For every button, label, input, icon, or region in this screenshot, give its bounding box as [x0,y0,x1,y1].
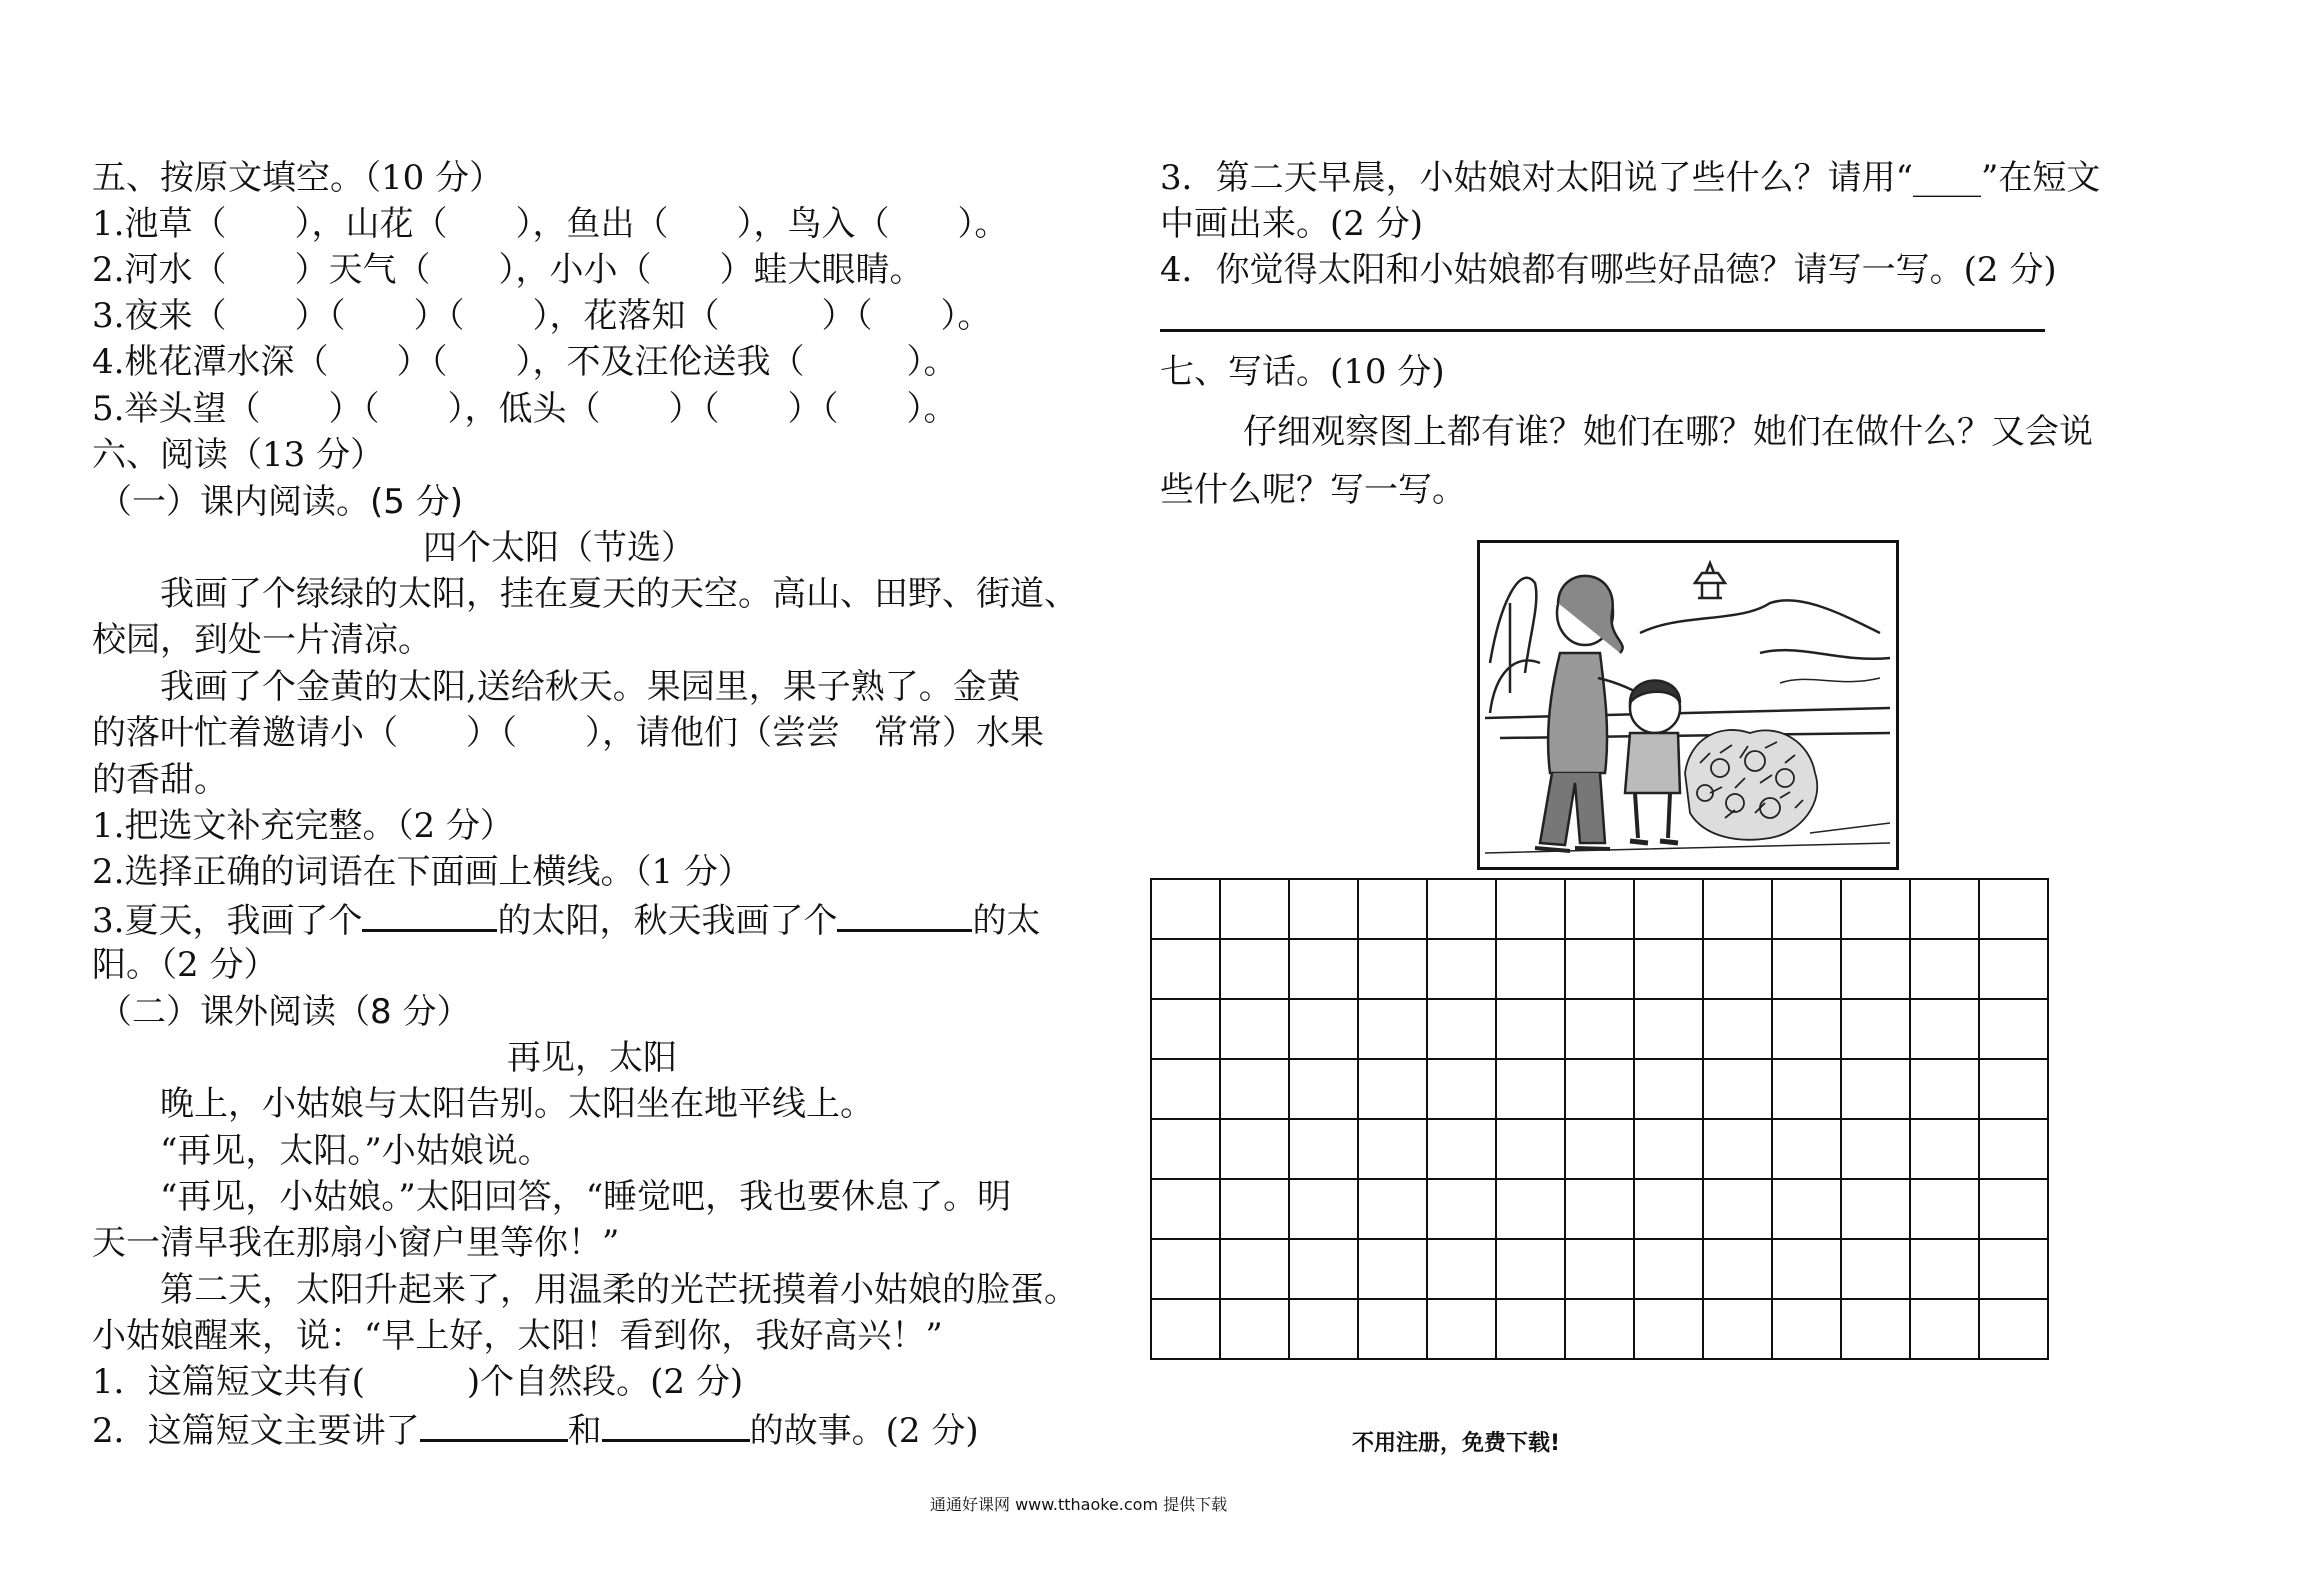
passage2-line-2: “再见，太阳。”小姑娘说。 [160,1131,552,1171]
grid-cell[interactable] [1565,939,1634,999]
grid-cell[interactable] [1220,999,1289,1059]
passage1-question-1: 1.把选文补充完整。（2 分） [92,806,514,846]
grid-cell[interactable] [1358,1179,1427,1239]
grid-cell[interactable] [1634,1059,1703,1119]
grid-cell[interactable] [1220,1059,1289,1119]
grid-cell[interactable] [1358,1299,1427,1359]
passage1-line-5: 的香甜。 [92,760,228,800]
s5-question-4: 4.桃花潭水深（ ）（ ），不及汪伦送我（ ）。 [92,342,958,382]
grid-row [1151,1299,2048,1359]
grid-cell[interactable] [1427,1059,1496,1119]
grid-cell[interactable] [1841,879,1910,939]
writing-grid [1150,878,2049,1360]
passage2-line-1: 晚上，小姑娘与太阳告别。太阳坐在地平线上。 [160,1084,874,1124]
p2q2-text-b: 和 [567,1411,602,1451]
grid-row [1151,1179,2048,1239]
passage1-question-3 [92,899,1040,941]
grid-cell[interactable] [1841,1239,1910,1299]
writing-prompt-line-1: 仔细观察图上都有谁？她们在哪？她们在做什么？又会说 [1243,412,2093,452]
grid-cell[interactable] [1703,1179,1772,1239]
grid-cell[interactable] [1358,939,1427,999]
section5-heading: 五、按原文填空。（10 分） [92,158,504,198]
grid-cell[interactable] [1772,1299,1841,1359]
grid-cell[interactable] [1565,1179,1634,1239]
section7-heading: 七、写话。(10 分) [1160,352,1445,392]
grid-cell[interactable] [1772,939,1841,999]
grid-cell[interactable] [1634,879,1703,939]
grid-cell[interactable] [1772,879,1841,939]
grid-cell[interactable] [1979,1179,2048,1239]
grid-cell[interactable] [1910,1059,1979,1119]
grid-cell[interactable] [1565,1299,1634,1359]
grid-cell[interactable] [1151,1239,1220,1299]
grid-cell[interactable] [1772,1239,1841,1299]
r-question-3-line-2: 中画出来。(2 分) [1160,204,1423,244]
subsection-in-class-reading: （一）课内阅读。(5 分) [98,482,463,522]
grid-cell[interactable] [1427,1239,1496,1299]
grid-cell[interactable] [1634,1239,1703,1299]
grid-cell[interactable] [1634,1119,1703,1179]
grid-cell[interactable] [1772,1119,1841,1179]
passage2-line-4: 天一清早我在那扇小窗户里等你！” [92,1223,620,1263]
grid-cell[interactable] [1496,1299,1565,1359]
passage1-line-3: 我画了个金黄的太阳,送给秋天。果园里，果子熟了。金黄 [160,667,1021,707]
grid-cell[interactable] [1496,1119,1565,1179]
mother-daughter-chrysanthemum-illustration [1477,540,1899,870]
passage2-line-5: 第二天，太阳升起来了，用温柔的光芒抚摸着小姑娘的脸蛋。 [160,1270,1078,1310]
grid-row [1151,939,2048,999]
grid-cell[interactable] [1289,1179,1358,1239]
grid-cell[interactable] [1979,1059,2048,1119]
writing-prompt-line-2: 些什么呢？写一写。 [1160,470,1466,510]
r-question-4: 4．你觉得太阳和小姑娘都有哪些好品德？请写一写。(2 分) [1160,250,2057,290]
grid-cell[interactable] [1427,1119,1496,1179]
grid-cell[interactable] [1565,999,1634,1059]
grid-row [1151,999,2048,1059]
grid-cell[interactable] [1910,879,1979,939]
grid-cell[interactable] [1910,1119,1979,1179]
grid-cell[interactable] [1910,1239,1979,1299]
grid-cell[interactable] [1979,939,2048,999]
grid-cell[interactable] [1634,939,1703,999]
s5-question-2: 2.河水（ ）天气（ ），小小（ ）蛙大眼睛。 [92,250,924,290]
grid-cell[interactable] [1289,1059,1358,1119]
grid-cell[interactable] [1634,999,1703,1059]
grid-cell[interactable] [1565,1119,1634,1179]
grid-row [1151,879,2048,939]
grid-cell[interactable] [1496,1239,1565,1299]
grid-cell[interactable] [1703,1239,1772,1299]
grid-cell[interactable] [1220,939,1289,999]
grid-cell[interactable] [1979,1299,2048,1359]
passage1-line-4: 的落叶忙着邀请小（ ）（ ），请他们（尝尝 常常）水果 [92,713,1044,753]
grid-cell[interactable] [1841,1179,1910,1239]
grid-cell[interactable] [1151,1179,1220,1239]
grid-cell[interactable] [1841,939,1910,999]
grid-cell[interactable] [1841,1299,1910,1359]
p2q2-text-a: 2．这篇短文主要讲了 [92,1411,420,1451]
grid-cell[interactable] [1427,939,1496,999]
grid-cell[interactable] [1772,1059,1841,1119]
s5-question-3: 3.夜来（ ）（ ）（ ），花落知（ ）（ ）。 [92,296,992,336]
grid-cell[interactable] [1151,939,1220,999]
s5-question-1: 1.池草（ ），山花（ ），鱼出（ ），鸟入（ ）。 [92,204,1009,244]
grid-cell[interactable] [1910,939,1979,999]
s5-question-5: 5.举头望（ ）（ ），低头（ ）（ ）（ ）。 [92,389,958,429]
blank-summer-sun[interactable] [362,899,497,932]
passage2-line-6: 小姑娘醒来，说：“早上好，太阳！看到你，我好高兴！” [92,1316,943,1356]
grid-cell[interactable] [1772,999,1841,1059]
grid-cell[interactable] [1565,879,1634,939]
passage2-question-2 [92,1409,979,1451]
grid-cell[interactable] [1703,1059,1772,1119]
r-question-3-line-1: 3．第二天早晨，小姑娘对太阳说了些什么？请用“____”在短文 [1160,158,2101,198]
grid-cell[interactable] [1289,879,1358,939]
grid-cell[interactable] [1358,1119,1427,1179]
grid-cell[interactable] [1703,1119,1772,1179]
grid-row [1151,1059,2048,1119]
subsection-extra-reading: （二）课外阅读（8 分） [98,992,471,1032]
grid-cell[interactable] [1358,879,1427,939]
grid-cell[interactable] [1979,1239,2048,1299]
grid-cell[interactable] [1427,879,1496,939]
passage2-title: 再见，太阳 [507,1038,677,1078]
grid-cell[interactable] [1220,1299,1289,1359]
grid-cell[interactable] [1565,1059,1634,1119]
grid-cell[interactable] [1427,999,1496,1059]
grid-cell[interactable] [1703,939,1772,999]
passage1-line-1: 我画了个绿绿的太阳，挂在夏天的天空。高山、田野、街道、 [160,574,1078,614]
grid-cell[interactable] [1910,1299,1979,1359]
grid-cell[interactable] [1220,1119,1289,1179]
passage2-line-3: “再见，小姑娘。”太阳回答，“睡觉吧，我也要休息了。明 [160,1177,1012,1217]
free-download-note: 不用注册，免费下载! [1352,1431,1561,1456]
grid-cell[interactable] [1841,1119,1910,1179]
grid-cell[interactable] [1703,1299,1772,1359]
passage1-title: 四个太阳（节选） [423,528,695,568]
grid-cell[interactable] [1979,879,2048,939]
grid-cell[interactable] [1496,939,1565,999]
passage2-question-1: 1．这篇短文共有( )个自然段。(2 分) [92,1362,744,1402]
grid-cell[interactable] [1151,1059,1220,1119]
grid-cell[interactable] [1910,999,1979,1059]
grid-cell[interactable] [1496,1059,1565,1119]
grid-cell[interactable] [1289,999,1358,1059]
grid-cell[interactable] [1703,879,1772,939]
grid-cell[interactable] [1703,999,1772,1059]
passage1-line-2: 校园，到处一片清凉。 [92,620,432,660]
grid-cell[interactable] [1358,1239,1427,1299]
blank-autumn-sun[interactable] [837,899,972,932]
grid-cell[interactable] [1220,1239,1289,1299]
passage1-question-2: 2.选择正确的词语在下面画上横线。（1 分） [92,852,752,892]
grid-cell[interactable] [1427,1179,1496,1239]
passage1-question-3-cont: 阳。（2 分） [92,945,278,985]
grid-cell[interactable] [1772,1179,1841,1239]
grid-cell[interactable] [1634,1299,1703,1359]
answer-line[interactable] [1160,329,2045,332]
grid-cell[interactable] [1496,1179,1565,1239]
grid-cell[interactable] [1979,999,2048,1059]
grid-cell[interactable] [1358,1059,1427,1119]
q3-text-a: 3.夏天，我画了个 [92,901,363,941]
grid-cell[interactable] [1220,879,1289,939]
grid-cell[interactable] [1151,1119,1220,1179]
grid-cell[interactable] [1289,1239,1358,1299]
grid-cell[interactable] [1289,939,1358,999]
grid-cell[interactable] [1358,999,1427,1059]
grid-cell[interactable] [1289,1119,1358,1179]
grid-cell[interactable] [1151,999,1220,1059]
grid-cell[interactable] [1979,1119,2048,1179]
grid-cell[interactable] [1634,1179,1703,1239]
grid-cell[interactable] [1220,1179,1289,1239]
q3-text-c: 的太 [972,901,1041,941]
grid-cell[interactable] [1496,879,1565,939]
page-footer: 通通好课网 www.tthaoke.com 提供下载 [930,1495,1228,1514]
grid-cell[interactable] [1565,1239,1634,1299]
grid-cell[interactable] [1841,1059,1910,1119]
grid-cell[interactable] [1496,999,1565,1059]
blank-story-subject-1[interactable] [420,1409,568,1442]
section6-heading: 六、阅读（13 分） [92,435,385,475]
grid-row [1151,1239,2048,1299]
grid-cell[interactable] [1910,1179,1979,1239]
p2q2-text-c: 的故事。(2 分) [749,1411,979,1451]
grid-cell[interactable] [1427,1299,1496,1359]
grid-cell[interactable] [1151,1299,1220,1359]
grid-cell[interactable] [1841,999,1910,1059]
grid-row [1151,1119,2048,1179]
q3-text-b: 的太阳，秋天我画了个 [497,901,838,941]
grid-cell[interactable] [1151,879,1220,939]
blank-story-subject-2[interactable] [602,1409,750,1442]
grid-cell[interactable] [1289,1299,1358,1359]
